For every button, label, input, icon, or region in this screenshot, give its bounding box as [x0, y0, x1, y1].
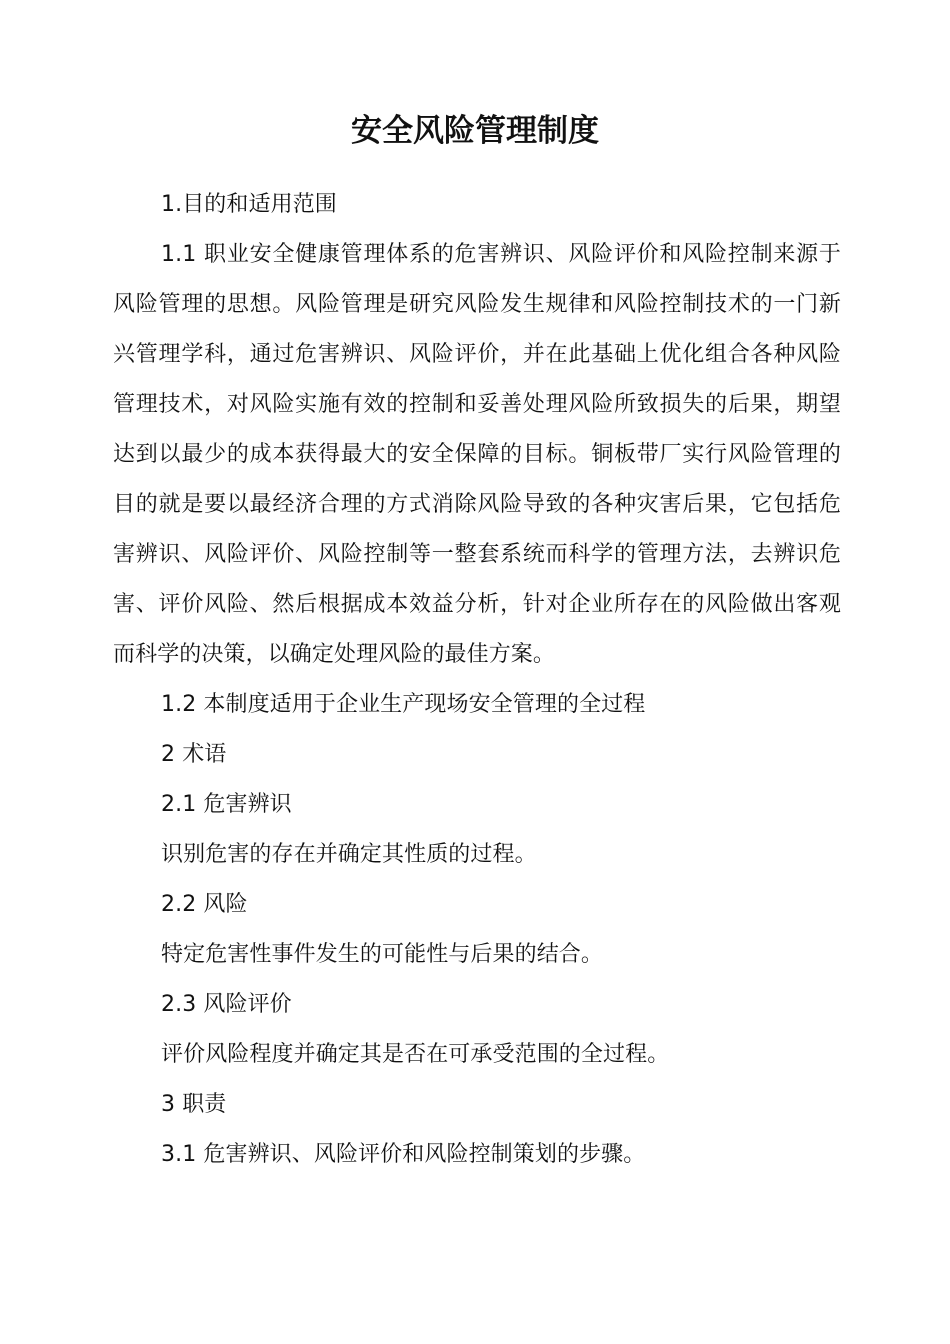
paragraph-section-2-2: 2.2 风险: [161, 892, 248, 917]
paragraph-section-2-2-definition: 特定危害性事件发生的可能性与后果的结合。: [161, 942, 604, 967]
paragraph-section-1-1: 1.1 职业安全健康管理体系的危害辨识、风险评价和风险控制来源于风险管理的思想。风险管理是研究风险发生规律和风险控制技术的一门新兴管理学科，通过危害辨识、风险评价，并在此基础上优化组合各种风险管理技术，对风险实施有效的控制和妥善处理风险所致损失的后果，期望达到以最少的成本获得最大的安全保障的目标。铜板带厂实行风险管理的目的就是要以最经济合理的方式消除风险导致的各种灾害后果，它包括危害辨识、风险评价、风险控制等一整套系统而科学的管理方法，去辨识危害、评价风险、然后根据成本效益分析，针对企业所存在的风险做出客观而科学的决策，以确定处理风险的最佳方案。: [113, 242, 841, 667]
paragraph-section-2-3: 2.3 风险评价: [161, 992, 292, 1017]
paragraph-section-2-heading: 2 术语: [161, 742, 227, 767]
paragraph-section-3-heading: 3 职责: [161, 1092, 227, 1117]
document-body: [113, 180, 841, 1180]
paragraph-section-2-1: 2.1 危害辨识: [161, 792, 292, 817]
document-title: 安全风险管理制度: [351, 113, 599, 149]
paragraph-section-2-1-definition: 识别危害的存在并确定其性质的过程。: [161, 842, 537, 867]
paragraph-section-1-2: 1.2 本制度适用于企业生产现场安全管理的全过程: [161, 692, 646, 717]
paragraph-section-2-3-definition: 评价风险程度并确定其是否在可承受范围的全过程。: [161, 1042, 670, 1067]
paragraph-section-1-heading: 1.目的和适用范围: [161, 192, 337, 217]
paragraph-section-3-1: 3.1 危害辨识、风险评价和风险控制策划的步骤。: [161, 1142, 646, 1167]
